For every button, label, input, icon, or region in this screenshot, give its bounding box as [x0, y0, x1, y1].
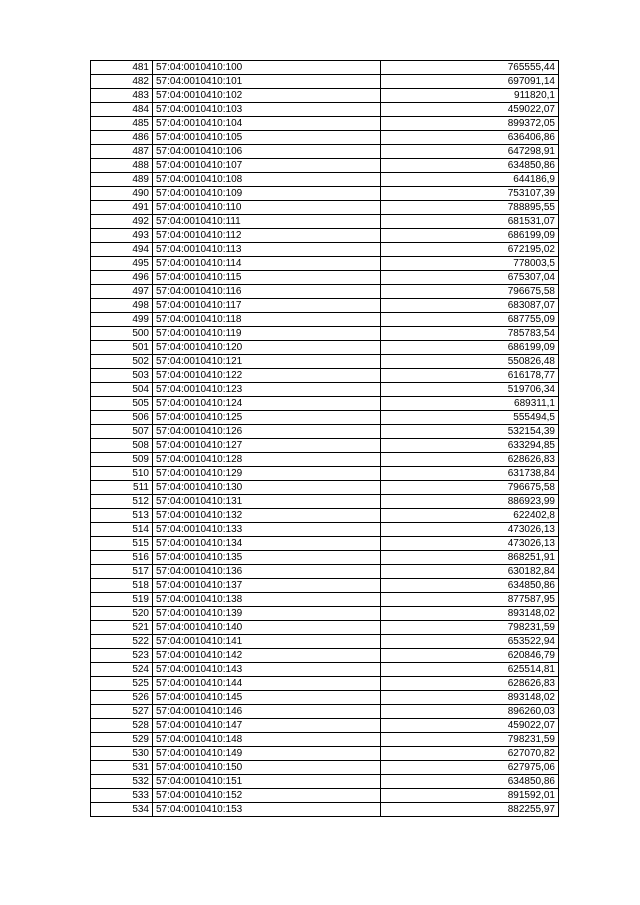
- value-cell: 687755,09: [381, 313, 559, 327]
- cadastral-number-cell: 57:04:0010410:151: [153, 775, 381, 789]
- table-row: [91, 733, 559, 747]
- row-number-cell: 487: [91, 145, 153, 159]
- table-row: [91, 453, 559, 467]
- table-row: [91, 467, 559, 481]
- cadastral-number-cell: 57:04:0010410:101: [153, 75, 381, 89]
- table-row: [91, 355, 559, 369]
- cadastral-number-cell: 57:04:0010410:148: [153, 733, 381, 747]
- table-row: [91, 411, 559, 425]
- cadastral-number-cell: 57:04:0010410:152: [153, 789, 381, 803]
- row-number-cell: 515: [91, 537, 153, 551]
- table-row: [91, 481, 559, 495]
- value-cell: 519706,34: [381, 383, 559, 397]
- table-row: [91, 789, 559, 803]
- value-cell: 644186,9: [381, 173, 559, 187]
- cadastral-number-cell: 57:04:0010410:113: [153, 243, 381, 257]
- cadastral-number-cell: 57:04:0010410:119: [153, 327, 381, 341]
- cadastral-number-cell: 57:04:0010410:121: [153, 355, 381, 369]
- value-cell: 765555,44: [381, 61, 559, 75]
- value-cell: 622402,8: [381, 509, 559, 523]
- cadastral-number-cell: 57:04:0010410:131: [153, 495, 381, 509]
- row-number-cell: 522: [91, 635, 153, 649]
- value-cell: 631738,84: [381, 467, 559, 481]
- row-number-cell: 488: [91, 159, 153, 173]
- cadastral-number-cell: 57:04:0010410:153: [153, 803, 381, 817]
- cadastral-number-cell: 57:04:0010410:130: [153, 481, 381, 495]
- value-cell: 627975,06: [381, 761, 559, 775]
- row-number-cell: 528: [91, 719, 153, 733]
- cadastral-number-cell: 57:04:0010410:134: [153, 537, 381, 551]
- cadastral-number-cell: 57:04:0010410:100: [153, 61, 381, 75]
- table-row: [91, 369, 559, 383]
- table-row: [91, 271, 559, 285]
- cadastral-number-cell: 57:04:0010410:150: [153, 761, 381, 775]
- value-cell: 625514,81: [381, 663, 559, 677]
- cadastral-number-cell: 57:04:0010410:128: [153, 453, 381, 467]
- row-number-cell: 506: [91, 411, 153, 425]
- cadastral-number-cell: 57:04:0010410:144: [153, 677, 381, 691]
- row-number-cell: 504: [91, 383, 153, 397]
- row-number-cell: 501: [91, 341, 153, 355]
- table-row: [91, 327, 559, 341]
- table-row: [91, 649, 559, 663]
- row-number-cell: 499: [91, 313, 153, 327]
- cadastral-number-cell: 57:04:0010410:147: [153, 719, 381, 733]
- row-number-cell: 517: [91, 565, 153, 579]
- table-row: [91, 257, 559, 271]
- cadastral-number-cell: 57:04:0010410:140: [153, 621, 381, 635]
- row-number-cell: 503: [91, 369, 153, 383]
- value-cell: 911820,1: [381, 89, 559, 103]
- table-row: [91, 89, 559, 103]
- value-cell: 877587,95: [381, 593, 559, 607]
- cadastral-table: [90, 60, 559, 817]
- cadastral-number-cell: 57:04:0010410:118: [153, 313, 381, 327]
- table-row: [91, 593, 559, 607]
- value-cell: 796675,58: [381, 285, 559, 299]
- value-cell: 532154,39: [381, 425, 559, 439]
- value-cell: 459022,07: [381, 103, 559, 117]
- row-number-cell: 489: [91, 173, 153, 187]
- table-row: [91, 341, 559, 355]
- value-cell: 785783,54: [381, 327, 559, 341]
- value-cell: 788895,55: [381, 201, 559, 215]
- value-cell: 628626,83: [381, 677, 559, 691]
- table-row: [91, 187, 559, 201]
- cadastral-number-cell: 57:04:0010410:135: [153, 551, 381, 565]
- cadastral-number-cell: 57:04:0010410:112: [153, 229, 381, 243]
- table-row: [91, 117, 559, 131]
- value-cell: 893148,02: [381, 607, 559, 621]
- cadastral-number-cell: 57:04:0010410:132: [153, 509, 381, 523]
- table-row: [91, 495, 559, 509]
- table-row: [91, 285, 559, 299]
- cadastral-number-cell: 57:04:0010410:139: [153, 607, 381, 621]
- table-row: [91, 635, 559, 649]
- cadastral-number-cell: 57:04:0010410:108: [153, 173, 381, 187]
- value-cell: 686199,09: [381, 341, 559, 355]
- row-number-cell: 481: [91, 61, 153, 75]
- table-row: [91, 607, 559, 621]
- cadastral-number-cell: 57:04:0010410:149: [153, 747, 381, 761]
- cadastral-number-cell: 57:04:0010410:120: [153, 341, 381, 355]
- row-number-cell: 534: [91, 803, 153, 817]
- cadastral-number-cell: 57:04:0010410:111: [153, 215, 381, 229]
- table-row: [91, 243, 559, 257]
- cadastral-number-cell: 57:04:0010410:117: [153, 299, 381, 313]
- cadastral-number-cell: 57:04:0010410:123: [153, 383, 381, 397]
- value-cell: 555494,5: [381, 411, 559, 425]
- row-number-cell: 492: [91, 215, 153, 229]
- row-number-cell: 531: [91, 761, 153, 775]
- table-row: [91, 173, 559, 187]
- table-row: [91, 691, 559, 705]
- cadastral-number-cell: 57:04:0010410:124: [153, 397, 381, 411]
- value-cell: 672195,02: [381, 243, 559, 257]
- table-row: [91, 397, 559, 411]
- document-page: [90, 60, 558, 817]
- row-number-cell: 524: [91, 663, 153, 677]
- cadastral-number-cell: 57:04:0010410:122: [153, 369, 381, 383]
- table-row: [91, 159, 559, 173]
- row-number-cell: 486: [91, 131, 153, 145]
- value-cell: 634850,86: [381, 159, 559, 173]
- table-row: [91, 201, 559, 215]
- row-number-cell: 494: [91, 243, 153, 257]
- table-row: [91, 803, 559, 817]
- row-number-cell: 511: [91, 481, 153, 495]
- value-cell: 683087,07: [381, 299, 559, 313]
- value-cell: 681531,07: [381, 215, 559, 229]
- table-row: [91, 425, 559, 439]
- table-row: [91, 565, 559, 579]
- table-row: [91, 145, 559, 159]
- row-number-cell: 484: [91, 103, 153, 117]
- row-number-cell: 496: [91, 271, 153, 285]
- cadastral-number-cell: 57:04:0010410:129: [153, 467, 381, 481]
- value-cell: 689311,1: [381, 397, 559, 411]
- row-number-cell: 510: [91, 467, 153, 481]
- table-row: [91, 215, 559, 229]
- cadastral-number-cell: 57:04:0010410:110: [153, 201, 381, 215]
- value-cell: 868251,91: [381, 551, 559, 565]
- table-row: [91, 621, 559, 635]
- value-cell: 616178,77: [381, 369, 559, 383]
- table-row: [91, 775, 559, 789]
- row-number-cell: 527: [91, 705, 153, 719]
- row-number-cell: 532: [91, 775, 153, 789]
- value-cell: 886923,99: [381, 495, 559, 509]
- cadastral-number-cell: 57:04:0010410:127: [153, 439, 381, 453]
- row-number-cell: 497: [91, 285, 153, 299]
- cadastral-number-cell: 57:04:0010410:116: [153, 285, 381, 299]
- row-number-cell: 490: [91, 187, 153, 201]
- row-number-cell: 507: [91, 425, 153, 439]
- table-row: [91, 509, 559, 523]
- table-row: [91, 705, 559, 719]
- value-cell: 636406,86: [381, 131, 559, 145]
- cadastral-number-cell: 57:04:0010410:114: [153, 257, 381, 271]
- table-row: [91, 677, 559, 691]
- cadastral-number-cell: 57:04:0010410:103: [153, 103, 381, 117]
- cadastral-number-cell: 57:04:0010410:105: [153, 131, 381, 145]
- row-number-cell: 491: [91, 201, 153, 215]
- row-number-cell: 500: [91, 327, 153, 341]
- row-number-cell: 485: [91, 117, 153, 131]
- value-cell: 633294,85: [381, 439, 559, 453]
- table-row: [91, 439, 559, 453]
- value-cell: 798231,59: [381, 733, 559, 747]
- cadastral-number-cell: 57:04:0010410:137: [153, 579, 381, 593]
- cadastral-number-cell: 57:04:0010410:125: [153, 411, 381, 425]
- table-row: [91, 719, 559, 733]
- row-number-cell: 512: [91, 495, 153, 509]
- table-row: [91, 103, 559, 117]
- cadastral-number-cell: 57:04:0010410:102: [153, 89, 381, 103]
- value-cell: 899372,05: [381, 117, 559, 131]
- cadastral-number-cell: 57:04:0010410:115: [153, 271, 381, 285]
- value-cell: 627070,82: [381, 747, 559, 761]
- row-number-cell: 529: [91, 733, 153, 747]
- cadastral-number-cell: 57:04:0010410:133: [153, 523, 381, 537]
- table-row: [91, 383, 559, 397]
- row-number-cell: 482: [91, 75, 153, 89]
- value-cell: 459022,07: [381, 719, 559, 733]
- value-cell: 753107,39: [381, 187, 559, 201]
- cadastral-number-cell: 57:04:0010410:138: [153, 593, 381, 607]
- table-row: [91, 61, 559, 75]
- cadastral-number-cell: 57:04:0010410:145: [153, 691, 381, 705]
- row-number-cell: 533: [91, 789, 153, 803]
- cadastral-number-cell: 57:04:0010410:141: [153, 635, 381, 649]
- row-number-cell: 525: [91, 677, 153, 691]
- row-number-cell: 523: [91, 649, 153, 663]
- table-row: [91, 299, 559, 313]
- table-row: [91, 761, 559, 775]
- row-number-cell: 521: [91, 621, 153, 635]
- cadastral-number-cell: 57:04:0010410:106: [153, 145, 381, 159]
- value-cell: 798231,59: [381, 621, 559, 635]
- cadastral-number-cell: 57:04:0010410:136: [153, 565, 381, 579]
- value-cell: 634850,86: [381, 579, 559, 593]
- cadastral-number-cell: 57:04:0010410:142: [153, 649, 381, 663]
- row-number-cell: 493: [91, 229, 153, 243]
- value-cell: 896260,03: [381, 705, 559, 719]
- value-cell: 675307,04: [381, 271, 559, 285]
- table-row: [91, 229, 559, 243]
- row-number-cell: 518: [91, 579, 153, 593]
- row-number-cell: 520: [91, 607, 153, 621]
- value-cell: 653522,94: [381, 635, 559, 649]
- row-number-cell: 530: [91, 747, 153, 761]
- row-number-cell: 483: [91, 89, 153, 103]
- value-cell: 628626,83: [381, 453, 559, 467]
- row-number-cell: 508: [91, 439, 153, 453]
- value-cell: 891592,01: [381, 789, 559, 803]
- cadastral-number-cell: 57:04:0010410:109: [153, 187, 381, 201]
- table-row: [91, 75, 559, 89]
- row-number-cell: 509: [91, 453, 153, 467]
- value-cell: 697091,14: [381, 75, 559, 89]
- value-cell: 796675,58: [381, 481, 559, 495]
- table-row: [91, 131, 559, 145]
- cadastral-number-cell: 57:04:0010410:146: [153, 705, 381, 719]
- value-cell: 882255,97: [381, 803, 559, 817]
- table-row: [91, 537, 559, 551]
- row-number-cell: 514: [91, 523, 153, 537]
- cadastral-number-cell: 57:04:0010410:107: [153, 159, 381, 173]
- row-number-cell: 516: [91, 551, 153, 565]
- value-cell: 550826,48: [381, 355, 559, 369]
- row-number-cell: 502: [91, 355, 153, 369]
- value-cell: 893148,02: [381, 691, 559, 705]
- table-row: [91, 313, 559, 327]
- value-cell: 630182,84: [381, 565, 559, 579]
- table-row: [91, 523, 559, 537]
- row-number-cell: 505: [91, 397, 153, 411]
- value-cell: 473026,13: [381, 537, 559, 551]
- cadastral-number-cell: 57:04:0010410:126: [153, 425, 381, 439]
- table-row: [91, 551, 559, 565]
- table-body: [91, 61, 559, 817]
- row-number-cell: 498: [91, 299, 153, 313]
- row-number-cell: 495: [91, 257, 153, 271]
- row-number-cell: 526: [91, 691, 153, 705]
- cadastral-number-cell: 57:04:0010410:104: [153, 117, 381, 131]
- cadastral-number-cell: 57:04:0010410:143: [153, 663, 381, 677]
- value-cell: 686199,09: [381, 229, 559, 243]
- value-cell: 620846,79: [381, 649, 559, 663]
- value-cell: 473026,13: [381, 523, 559, 537]
- value-cell: 634850,86: [381, 775, 559, 789]
- value-cell: 647298,91: [381, 145, 559, 159]
- value-cell: 778003,5: [381, 257, 559, 271]
- row-number-cell: 519: [91, 593, 153, 607]
- row-number-cell: 513: [91, 509, 153, 523]
- table-row: [91, 579, 559, 593]
- table-row: [91, 663, 559, 677]
- table-row: [91, 747, 559, 761]
